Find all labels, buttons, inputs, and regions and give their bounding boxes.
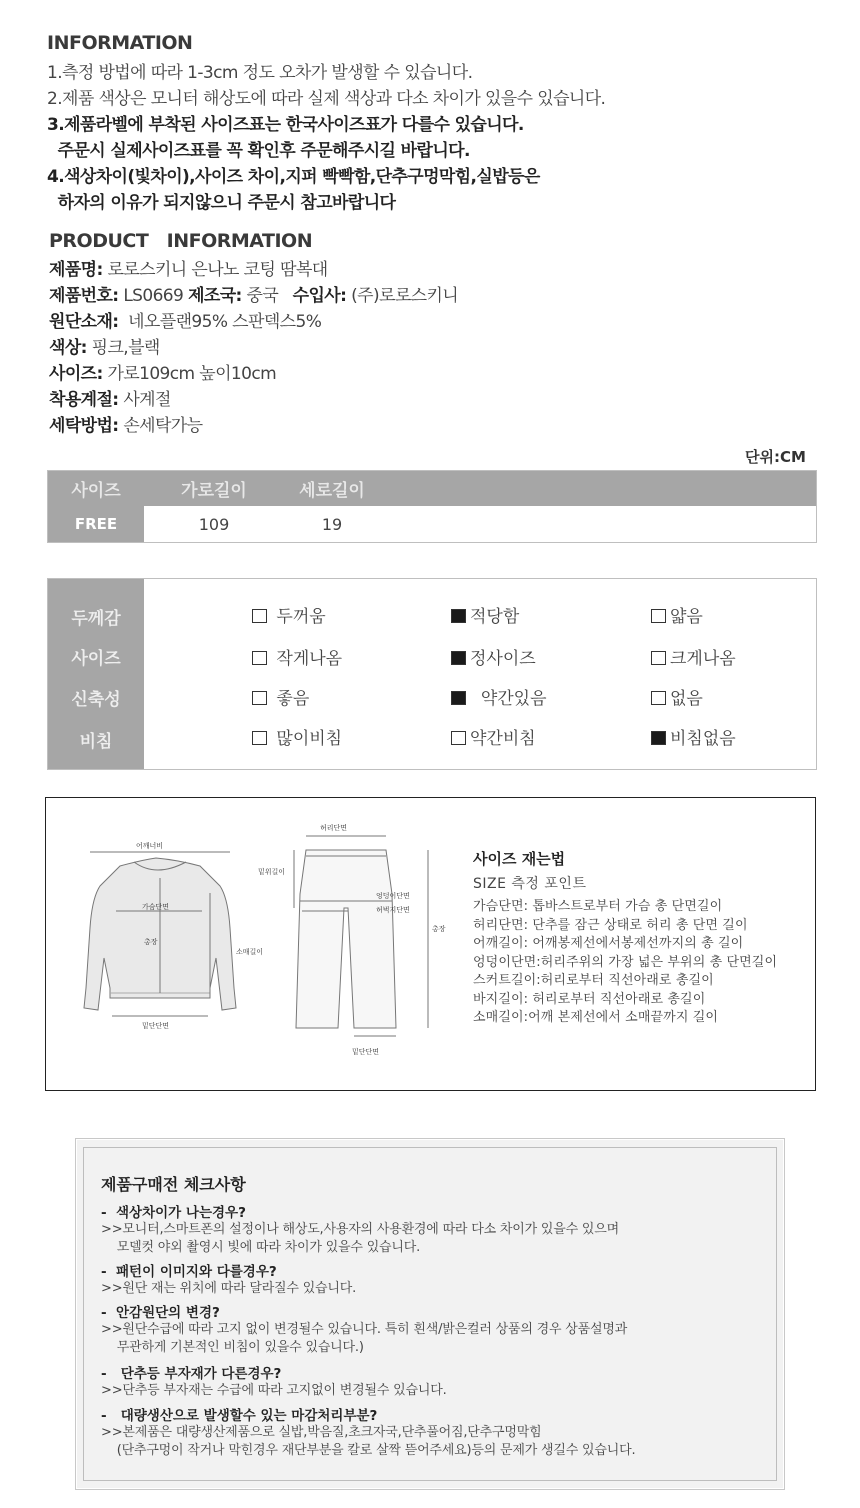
checklist-item (101, 1362, 447, 1400)
checklist-panel (83, 1147, 777, 1481)
product-wash-row (49, 413, 458, 439)
product-code-value: LS0669 (123, 286, 184, 306)
checklist-title: 제품구매전 체크사항 (101, 1175, 246, 1194)
checklist-item (101, 1301, 627, 1357)
measure-line-7: 소매길이:어깨 본제선에서 소매끝까지 길이 (473, 1010, 719, 1025)
option-label: 많이비침 (276, 729, 343, 749)
option-label: 크게나옴 (670, 649, 736, 669)
label-hem: 밑단단면 (142, 1022, 170, 1030)
product-fabric-row (49, 309, 458, 335)
measure-notes (473, 898, 777, 1028)
size-table (47, 470, 817, 543)
measure-line-4: 엉덩이단면:허리주위의 가장 넓은 부위의 총 단면길이 (473, 954, 778, 970)
info-line-2: 2.제품 색상은 모니터 해상도에 따라 실제 색상과 다소 차이가 있을수 있습니다. (47, 89, 606, 109)
measure-title: 사이즈 재는법 (473, 850, 566, 868)
label-length: 총장 (144, 938, 158, 946)
option-label: 좋음 (276, 689, 310, 709)
measure-line-5: 스커트길이:허리로부터 직선아래로 총길이 (473, 973, 714, 988)
info-line-3: 3.제품라벨에 부착된 사이즈표는 한국사이즈표가 다를수 있습니다. (47, 115, 524, 135)
label-hip: 엉덩이단면 (376, 892, 410, 900)
option-label: 약간있음 (480, 689, 547, 709)
info-notes (47, 60, 605, 216)
checkbox-icon (451, 731, 466, 745)
attribute-label-size: 사이즈 (71, 649, 121, 669)
purchase-checklist (75, 1138, 785, 1490)
option-label: 비침없음 (670, 729, 736, 749)
size-header-size: 사이즈 (71, 481, 121, 501)
product-importer-value: (주)로로스키니 (351, 286, 459, 306)
checkbox-icon (651, 651, 666, 665)
option-stretch-none (651, 684, 703, 709)
checkbox-checked-icon (451, 651, 466, 665)
checklist-item (101, 1260, 356, 1298)
checklist-item (101, 1404, 635, 1460)
attribute-label-thickness: 두께감 (71, 609, 121, 629)
checklist-answer: >>모니터,스마트폰의 설정이나 해상도,사용자의 사용환경에 따라 다소 차이가 있을수 있으며 (101, 1222, 619, 1237)
attribute-table (47, 578, 817, 770)
label-rise: 밑위길이 (258, 868, 286, 876)
product-origin-label: 제조국: (188, 286, 242, 306)
option-label: 얇음 (670, 607, 703, 627)
product-color-value: 핑크,블랙 (91, 338, 160, 358)
option-thin (651, 602, 703, 627)
option-stretch-some (451, 684, 547, 709)
attribute-label-stretch: 신축성 (71, 690, 121, 710)
product-code-label: 제품번호: (49, 286, 119, 306)
option-slightly-sheer (451, 724, 536, 749)
checkbox-icon (252, 691, 267, 705)
measure-line-6: 바지길이: 허리로부터 직선아래로 총길이 (473, 991, 706, 1007)
option-runs-small (252, 644, 342, 669)
option-thick (252, 602, 326, 627)
checkbox-icon (252, 731, 267, 745)
info-line-6: 하자의 이유가 되지않으니 주문시 참고바랍니다 (47, 193, 396, 213)
product-color-row (49, 335, 458, 361)
table-row (48, 506, 816, 542)
size-unit: 단위:CM (745, 448, 806, 466)
option-label: 적당함 (470, 607, 520, 627)
checklist-answer: >>본제품은 대량생산제품으로 실밥,박음질,초크자국,단추풀어짐,단추구멍막힘 (101, 1425, 542, 1440)
checklist-answer: >>원단수급에 따라 고지 없이 변경될수 있습니다. 특히 흰색/밝은컬러 상품의 경우 상품설명과 (101, 1322, 628, 1337)
info-line-1: 1.측정 방법에 따라 1-3cm 정도 오차가 발생할 수 있습니다. (47, 63, 473, 83)
option-label: 없음 (670, 689, 703, 709)
product-season-row (49, 387, 458, 413)
checklist-question: - 안감원단의 변경? (101, 1305, 220, 1321)
option-medium-thickness (451, 602, 519, 627)
product-season-value: 사계절 (123, 390, 171, 410)
checkbox-checked-icon (451, 609, 466, 623)
checkbox-checked-icon (651, 731, 666, 745)
measure-subtitle: SIZE 측정 포인트 (473, 876, 587, 892)
option-very-sheer (252, 724, 342, 749)
product-wash-value: 손세탁가능 (123, 416, 203, 436)
info-title: INFORMATION (47, 32, 193, 54)
size-header-width: 가로길이 (181, 481, 247, 501)
label-chest: 가슴단면 (142, 903, 170, 911)
product-code-row (49, 283, 458, 309)
measure-line-3: 어깨길이: 어깨봉제선에서봉제선까지의 총 길이 (473, 936, 744, 951)
checklist-answer: 무관하게 기본적인 비침이 있을수 있습니다.) (101, 1340, 364, 1355)
product-season-label: 착용계절: (49, 390, 119, 410)
checklist-item (101, 1201, 619, 1257)
product-fabric-label: 원단소재: (49, 312, 119, 332)
label-pants-length: 총장 (432, 925, 446, 933)
checklist-question: - 패턴이 이미지와 다를경우? (101, 1264, 277, 1280)
measure-line-2: 허리단면: 단추를 잠근 상태로 허리 총 단면 길이 (473, 917, 748, 933)
checklist-answer: >>원단 재는 위치에 따라 달라질수 있습니다. (101, 1281, 357, 1296)
product-title: PRODUCT INFORMATION (49, 230, 313, 252)
product-details (49, 257, 458, 439)
option-label: 정사이즈 (470, 649, 536, 669)
sweater-diagram (60, 838, 270, 1038)
label-thigh: 허벅지단면 (376, 906, 410, 914)
checkbox-icon (651, 691, 666, 705)
product-size-row (49, 361, 458, 387)
label-pants-hem: 밑단단면 (352, 1048, 380, 1056)
checkbox-icon (252, 609, 267, 623)
option-runs-large (651, 644, 736, 669)
checklist-answer: 모델컷 야외 촬영시 빛에 따라 차이가 있을수 있습니다. (101, 1240, 421, 1255)
option-stretch-good (252, 684, 309, 709)
checklist-question: - 단추등 부자재가 다른경우? (101, 1366, 282, 1382)
size-cell-width: 109 (198, 514, 230, 534)
checkbox-icon (651, 609, 666, 623)
option-label: 두꺼움 (276, 607, 326, 627)
checklist-answer: (단추구멍이 작거나 막힌경우 재단부분을 칼로 살짝 뜯어주세요)등의 문제가 생길수 있습니다. (101, 1443, 636, 1458)
product-origin-value: 중국 (246, 286, 279, 306)
checkbox-icon (252, 651, 267, 665)
size-cell-height: 19 (321, 514, 343, 534)
measure-line-1: 가슴단면: 톱바스트로부터 가슴 총 단면길이 (473, 899, 723, 914)
checklist-question: - 대량생산으로 발생할수 있는 마감처리부분? (101, 1408, 378, 1424)
product-fabric-value: 네오플랜95% 스판덱스5% (128, 312, 322, 332)
pants-diagram (256, 818, 456, 1068)
size-table-header (48, 471, 816, 506)
option-label: 약간비침 (470, 729, 536, 749)
checklist-answer: >>단추등 부자재는 수급에 따라 고지없이 변경될수 있습니다. (101, 1383, 447, 1398)
measurement-guide (45, 797, 816, 1091)
size-header-height: 세로길이 (299, 481, 365, 501)
size-cell-size: FREE (48, 506, 144, 542)
option-true-size (451, 644, 536, 669)
label-sleeve: 소매길이 (236, 948, 264, 956)
product-size-label: 사이즈: (49, 364, 103, 384)
label-waist: 허리단면 (320, 824, 348, 832)
product-wash-label: 세탁방법: (49, 416, 119, 436)
product-size-value: 가로109cm 높이10cm (107, 364, 277, 384)
option-label: 작게나옴 (276, 649, 343, 669)
product-name-value: 로로스키니 은나노 코팅 땀복대 (107, 260, 328, 280)
attribute-label-sheer: 비침 (79, 732, 113, 752)
product-color-label: 색상: (49, 338, 87, 358)
product-importer-label: 수입사: (292, 286, 347, 306)
product-name-label: 제품명: (49, 260, 103, 280)
checklist-question: - 색상차이가 나는경우? (101, 1205, 246, 1221)
info-line-4: 주문시 실제사이즈표를 꼭 확인후 주문해주시길 바랍니다. (47, 141, 470, 161)
label-shoulder: 어깨너비 (136, 842, 164, 850)
checkbox-checked-icon (451, 691, 466, 705)
option-not-sheer (651, 724, 736, 749)
product-name-row (49, 257, 458, 283)
info-line-5: 4.색상차이(빛차이),사이즈 차이,지퍼 빡빡함,단추구멍막힘,실밥등은 (47, 167, 540, 187)
